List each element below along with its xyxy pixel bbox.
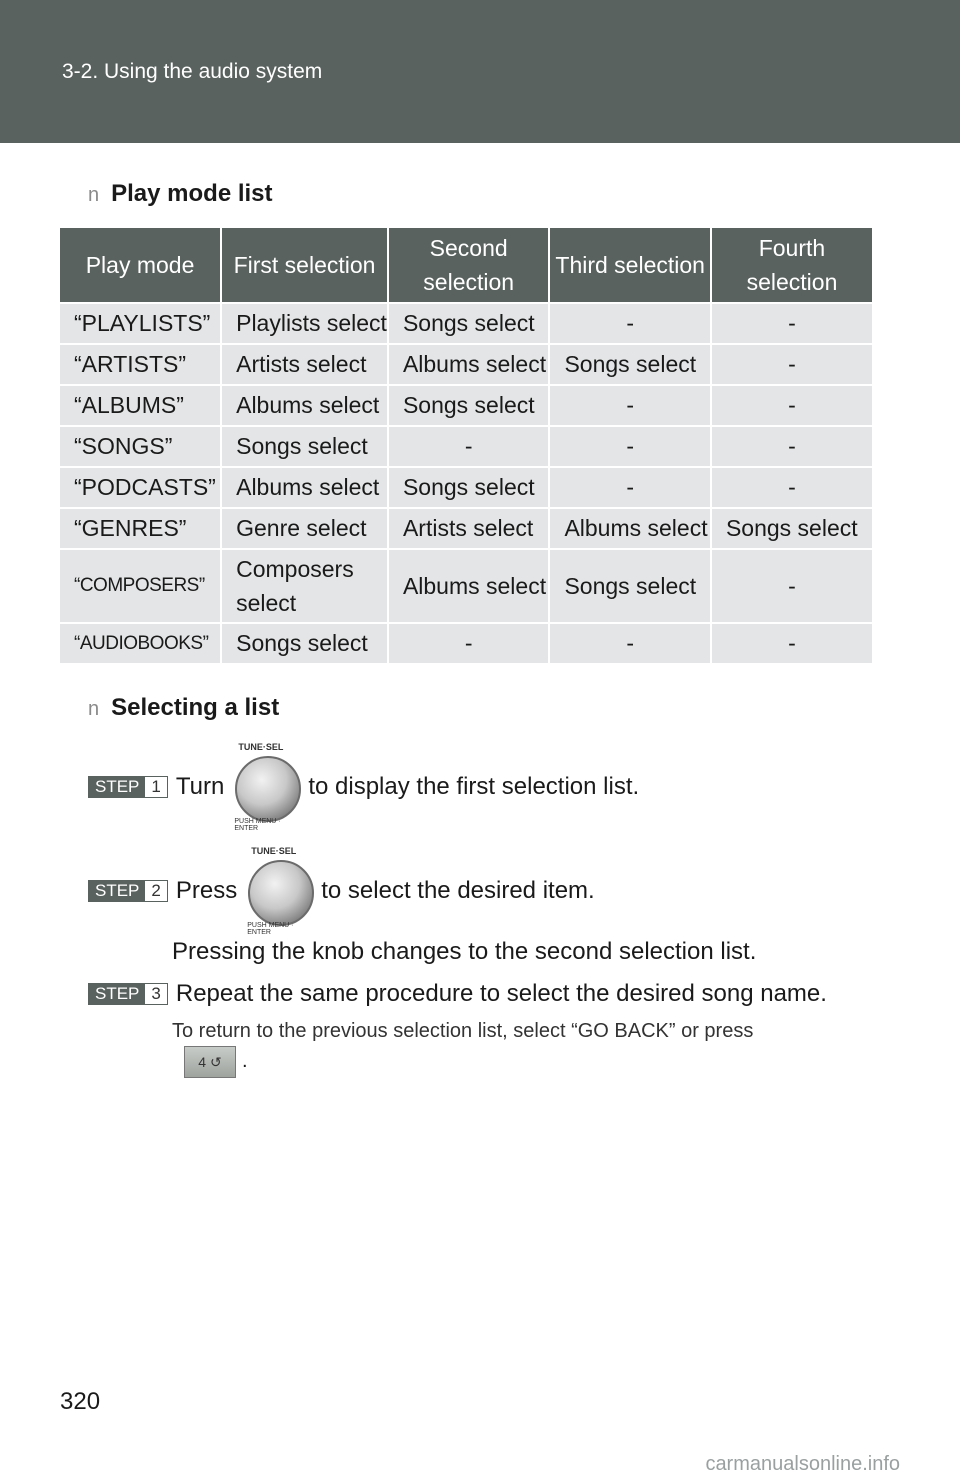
step-badge: STEP 1 — [88, 776, 168, 798]
table-cell: Songs select — [711, 508, 872, 549]
table-cell: - — [711, 549, 872, 623]
step-badge: STEP 2 — [88, 880, 168, 902]
table-cell: - — [549, 303, 711, 344]
table-cell: - — [711, 623, 872, 663]
step-3-note: To return to the previous selection list, select “GO BACK” or press — [172, 1020, 754, 1042]
back-button-icon: 4 ↺ — [184, 1046, 236, 1078]
table-cell: Songs select — [221, 623, 388, 663]
table-cell: - — [711, 426, 872, 467]
play-mode-table — [60, 228, 872, 663]
table-header-row — [60, 228, 872, 303]
table-cell: “GENRES” — [60, 508, 221, 549]
table-cell: - — [549, 385, 711, 426]
table-cell: “AUDIOBOOKS” — [60, 623, 221, 663]
table-cell: Songs select — [549, 549, 711, 623]
step-text-before: Press — [175, 877, 238, 904]
step-2-note: Pressing the knob changes to the second selection list. — [172, 938, 757, 965]
table-cell: Albums select — [388, 549, 550, 623]
table-cell: Songs select — [388, 303, 550, 344]
step-text: Repeat the same procedure to select the desired song name. — [175, 980, 827, 1007]
table-row — [60, 623, 872, 663]
step-3-note-end: . — [242, 1050, 248, 1072]
header-play-mode: Play mode — [60, 228, 221, 303]
table-cell: - — [711, 467, 872, 508]
bullet-icon: n — [88, 698, 100, 720]
table-cell: Albums select — [221, 467, 388, 508]
table-cell: Albums select — [221, 385, 388, 426]
table-row — [60, 467, 872, 508]
table-cell: “PODCASTS” — [60, 467, 221, 508]
watermark: carmanualsonline.info — [705, 1453, 900, 1475]
table-cell: “SONGS” — [60, 426, 221, 467]
step-badge: STEP 3 — [88, 983, 168, 1005]
section-heading: 3-2. Using the audio system — [62, 60, 323, 83]
play-mode-list-title: n Play mode list — [88, 180, 273, 207]
table-cell: Composers select — [221, 549, 388, 623]
table-cell: - — [388, 623, 550, 663]
tune-sel-knob-icon: TUNE·SEL PUSH MENU · ENTER — [232, 742, 300, 832]
header-fourth-selection: Fourth selection — [711, 228, 872, 303]
table-cell: - — [549, 467, 711, 508]
bullet-icon: n — [88, 184, 100, 206]
table-row — [60, 385, 872, 426]
step-3 — [88, 980, 827, 1008]
table-cell: - — [549, 623, 711, 663]
step-text-before: Turn — [175, 773, 225, 800]
table-row — [60, 508, 872, 549]
table-cell: “ALBUMS” — [60, 385, 221, 426]
table-cell: Artists select — [388, 508, 550, 549]
table-cell: Albums select — [549, 508, 711, 549]
table-cell: - — [549, 426, 711, 467]
table-row — [60, 549, 872, 623]
tune-sel-knob-icon: TUNE·SEL PUSH MENU · ENTER — [245, 846, 313, 936]
table-cell: “ARTISTS” — [60, 344, 221, 385]
table-cell: “COMPOSERS” — [60, 549, 221, 623]
table-cell: Genre select — [221, 508, 388, 549]
table-cell: Artists select — [221, 344, 388, 385]
table-row — [60, 303, 872, 344]
page-number: 320 — [60, 1388, 101, 1415]
step-2 — [88, 846, 595, 936]
table-cell: - — [388, 426, 550, 467]
step-text-after: to display the first selection list. — [308, 773, 640, 800]
table-cell: Playlists select — [221, 303, 388, 344]
table-row — [60, 344, 872, 385]
step-text-after: to select the desired item. — [321, 877, 595, 904]
table-cell: - — [711, 303, 872, 344]
page-header — [0, 0, 960, 143]
table-cell: Songs select — [388, 385, 550, 426]
table-cell: Songs select — [221, 426, 388, 467]
table-row — [60, 426, 872, 467]
table-cell: “PLAYLISTS” — [60, 303, 221, 344]
header-first-selection: First selection — [221, 228, 388, 303]
table-cell: Albums select — [388, 344, 550, 385]
table-cell: - — [711, 385, 872, 426]
table-cell: - — [711, 344, 872, 385]
table-cell: Songs select — [549, 344, 711, 385]
table-cell: Songs select — [388, 467, 550, 508]
header-third-selection: Third selection — [549, 228, 711, 303]
header-second-selection: Second selection — [388, 228, 550, 303]
selecting-list-title: n Selecting a list — [88, 694, 280, 721]
step-1 — [88, 742, 639, 832]
